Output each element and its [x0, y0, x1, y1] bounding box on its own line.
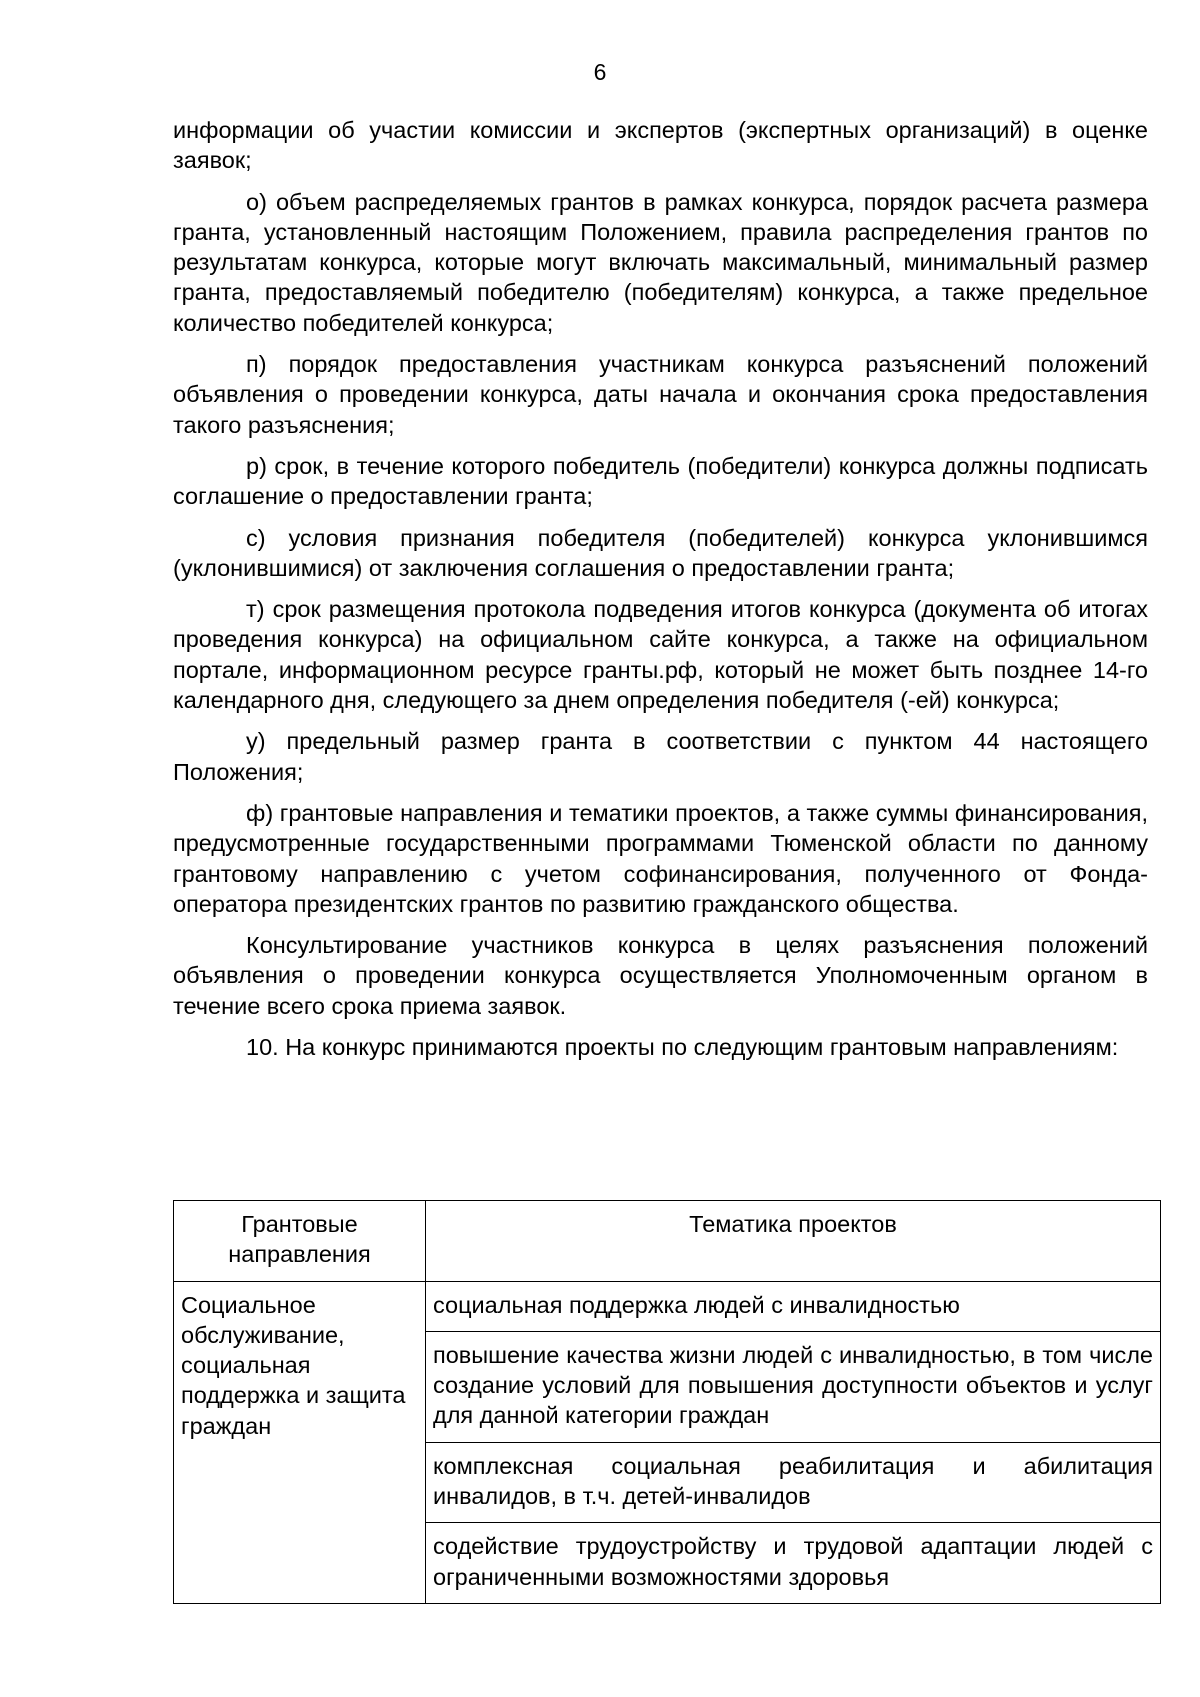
page-number: 6 — [593, 59, 607, 85]
topic-cell: комплексная социальная реабилитация и абилитация инвалидов, в т.ч. детей-инвалидов — [426, 1442, 1161, 1523]
paragraph-item-o: о) объем распределяемых грантов в рамках конкурса, порядок расчета размера гранта, установленный настоящим Положением, правила распределения грантов по результатам конкурса, которые могут включать максимальный, минимальный размер гранта, предоставляемый победителю (победителям) конкурса, а также предельное количество победителей конкурса; — [173, 188, 1148, 336]
table-row — [174, 1281, 1161, 1331]
paragraph-item-s: с) условия признания победителя (победителей) конкурса уклонившимся (уклонившимися) от заключения соглашения о предоставлении гранта; — [173, 524, 1148, 581]
topic-cell: содействие трудоустройству и трудовой адаптации людей с ограниченными возможностями здоровья — [426, 1523, 1161, 1604]
document-body — [173, 115, 1148, 1073]
topic-cell: повышение качества жизни людей с инвалидностью, в том числе создание условий для повышения доступности объектов и услуг для данной категории граждан — [426, 1331, 1161, 1442]
header-topics: Тематика проектов — [426, 1201, 1161, 1282]
grants-table — [173, 1200, 1161, 1604]
paragraph-item-r: р) срок, в течение которого победитель (победители) конкурса должны подписать соглашение о предоставлении гранта; — [173, 452, 1148, 510]
direction-cell: Социальное обслуживание, социальная поддержка и защита граждан — [174, 1281, 426, 1603]
topic-cell: социальная поддержка людей с инвалидностью — [426, 1281, 1161, 1331]
table-header-row — [174, 1201, 1161, 1282]
paragraph-item-u: у) предельный размер гранта в соответствии с пунктом 44 настоящего Положения; — [173, 728, 1148, 785]
paragraph-item-f: ф) грантовые направления и тематики проектов, а также суммы финансирования, предусмотренные государственными программами Тюменской области по данному грантовому направлению с учетом софинансирования, полученного от Фонда-оператора президентских грантов по развитию гражданского общества. — [173, 799, 1148, 917]
header-direction: Грантовые направления — [174, 1201, 426, 1282]
paragraph-section-10: 10. На конкурс принимаются проекты по следующим грантовым направлениям: — [246, 1034, 1119, 1061]
paragraph-item-t: т) срок размещения протокола подведения итогов конкурса (документа об итогах проведения конкурса) на официальном сайте конкурса, а также на официальном портале, информационном ресурсе гранты.рф, который не может быть позднее 14-го календарного дня, следующего за днем определения победителя (-ей) конкурса; — [173, 596, 1148, 714]
paragraph-item-p: п) порядок предоставления участникам конкурса разъяснений положений объявления о проведении конкурса, даты начала и окончания срока предоставления такого разъяснения; — [173, 351, 1148, 438]
paragraph-consulting: Консультирование участников конкурса в целях разъяснения положений объявления о проведении конкурса осуществляется Уполномоченным органом в течение всего срока приема заявок. — [173, 932, 1148, 1019]
paragraph-continuation: информации об участии комиссии и экспертов (экспертных организаций) в оценке заявок; — [173, 117, 1148, 174]
